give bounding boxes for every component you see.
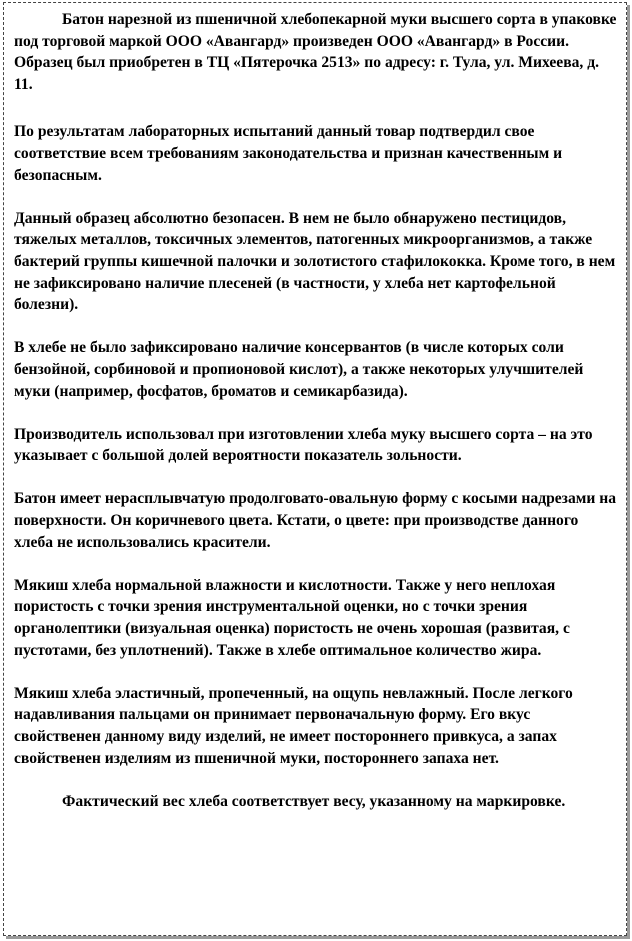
paragraph-shape-color: Батон имеет нерасплывчатую продолговато-овальную форму с косыми надрезами на поверхности. Он коричневого цвета. Кстати, о цвете: при производстве данного хлеба не использовались красители. xyxy=(14,490,617,551)
paragraph-origin: Батон нарезной из пшеничной хлебопекарной муки высшего сорта в упаковке под торговой маркой ООО «Авангард» произведен ООО «Авангард» в России. Образец был приобретен в ТЦ «Пятерочка 2513» по адресу: г. Тула, ул. Михеева, д. 11. xyxy=(14,11,617,93)
paragraph-weight: Фактический вес хлеба соответствует весу, указанному на маркировке. xyxy=(62,793,566,811)
paragraph-safety: Данный образец абсолютно безопасен. В нем не было обнаружено пестицидов, тяжелых металлов, токсичных элементов, патогенных микроорганизмов, а также бактерий группы кишечной палочки и золотистого стафилококка. Кроме того, в нем не зафиксировано наличие плесеней (в частности, у хлеба нет картофельной болезни). xyxy=(14,209,616,314)
paragraph-test-results: По результатам лабораторных испытаний данный товар подтвердил свое соответствие всем требованиям законодательства и признан качественным и безопасным. xyxy=(14,123,563,184)
paragraph-crumb-texture: Мякиш хлеба эластичный, пропеченный, на ощупь невлажный. После легкого надавливания пальцами он принимает первоначальную форму. Его вкус свойственен данному виду изделий, не имеет постороннего привкуса, а запах свойственен изделиям из пшеничной муки, постороннего запаха нет. xyxy=(14,684,573,767)
paragraph-flour-grade: Производитель использовал при изготовлении хлеба муку высшего сорта – на это указывает с большой долей вероятности показатель зольности. xyxy=(14,425,593,465)
paragraph-preservatives: В хлебе не было зафиксировано наличие консервантов (в числе которых соли бензойной, сорбиновой и пропионовой кислот), а также некоторых улучшителей муки (например, фосфатов, броматов и семикарбазида). xyxy=(14,339,584,400)
text-box xyxy=(3,2,627,936)
paragraph-crumb-moisture: Мякиш хлеба нормальной влажности и кислотности. Также у него неплохая пористость с точки зрения инструментальной оценки, но с точки зрения органолептики (визуальная оценка) пористость не очень хорошая (развитая, с пустотами, без уплотнений). Также в хлебе оптимальное количество жира. xyxy=(14,576,570,659)
text-content xyxy=(14,9,620,814)
